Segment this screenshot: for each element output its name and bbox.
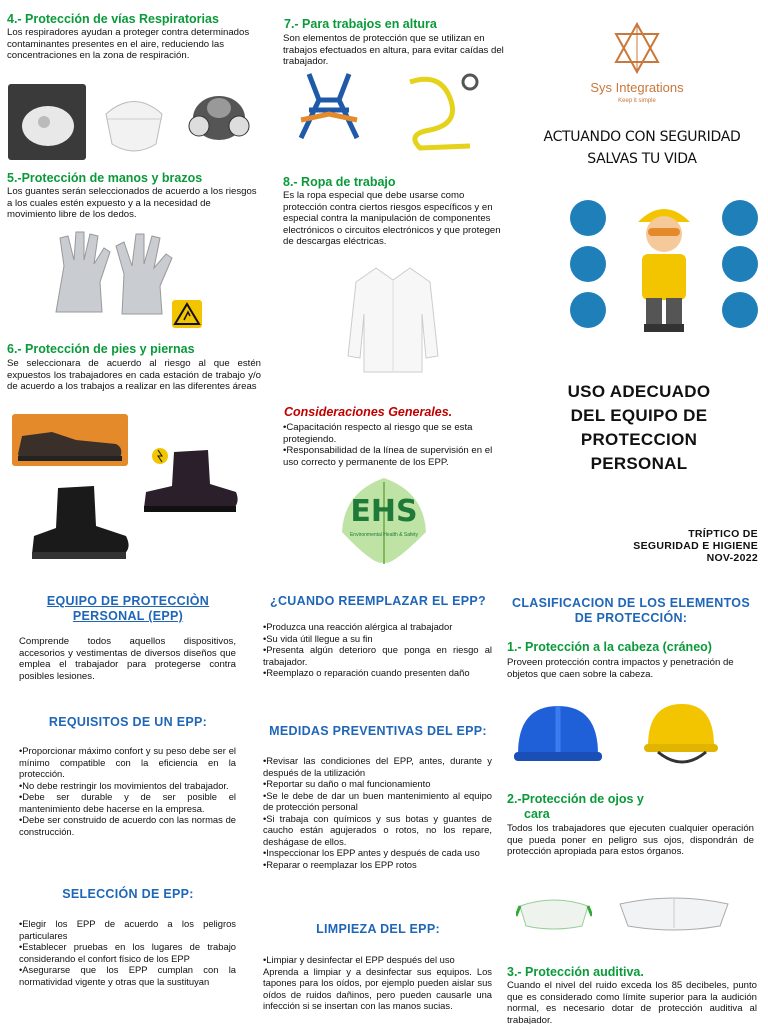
medidas-list (263, 755, 492, 870)
section-2-title-line-2: cara (524, 807, 550, 821)
safety-shoe-photo (12, 414, 128, 466)
seleccion-item: •Establecer pruebas en los lugares de trabajo considerando el confort físico de los EPP (19, 941, 236, 964)
cuando-reemplazar-list (263, 621, 492, 679)
ehs-logo-text: EHS (350, 494, 418, 529)
triptico-line-2: SEGURIDAD E HIGIENE (633, 540, 758, 552)
limpieza-list (263, 954, 492, 1024)
sys-integrations-logo-name: Sys Integrations (590, 80, 684, 95)
triptico-date: NOV-2022 (706, 552, 758, 564)
black-work-boot-photo (28, 482, 136, 564)
slogan-line-1: ACTUANDO CON SEGURIDAD (543, 129, 741, 145)
requisitos-title: REQUISITOS DE UN EPP: (48, 715, 208, 729)
main-title-line-3: PROTECCION (580, 430, 698, 449)
main-title-line-1: USO ADECUADO (567, 382, 711, 401)
requisitos-item: •No debe restringir los movimientos del trabajador. (19, 779, 229, 791)
limpieza-item: Aprenda a limpiar y a desinfectar sus equipos. Los tapones para los oídos, por ejemplo pueden aislar sus oídos de ruidos dañinos, pero pueden causarle una infección si se insertan con las manos sucias. (263, 965, 492, 1011)
ehs-logo-sub: Environmental Health & Safety (349, 532, 419, 538)
safety-boot-photo (138, 440, 242, 520)
medidas-title: MEDIDAS PREVENTIVAS DEL EPP: (269, 724, 487, 738)
lab-coat-photo (346, 264, 440, 376)
seleccion-list (19, 918, 236, 987)
medidas-item: •Si trabaja con químicos y sus botas y guantes de caucho están agujerados o rotos, no los repare, deshágase de ellos. (263, 812, 492, 847)
yellow-hard-hat-photo (642, 698, 720, 776)
section-6-text: Se seleccionara de acuerdo al riesgo al que estén expuestos los trabajadores en cada estación de trabajo y/o de acuerdo a los trabajos a realizar en las diferentes áreas (7, 358, 261, 393)
medidas-item: •Se le debe de dar un buen mantenimiento al equipo de protección personal (263, 789, 492, 812)
clasificacion-title-line-1: CLASIFICACION DE LOS ELEMENTOS (512, 596, 750, 610)
epp-definition-text: Comprende todos aquellos dispositivos, accesorios y vestimentas de diversos diseños que emplea el trabajador para protegerse contra posibles lesiones. (19, 636, 236, 682)
medidas-item: •Revisar las condiciones del EPP, antes, durante y después de la utilización (263, 755, 492, 778)
section-1-title: 1.- Protección a la cabeza (cráneo) (507, 640, 712, 654)
section-4-title: 4.- Protección de vías Respiratorias (7, 12, 219, 26)
section-8-title: 8.- Ropa de trabajo (283, 175, 396, 189)
clasificacion-title-line-2: DE PROTECCIÓN: (574, 611, 688, 625)
main-title-line-2: DEL EQUIPO DE (570, 406, 708, 425)
requisitos-item: •Debe ser construido de acuerdo con las normas de construcción. (19, 814, 236, 837)
respirator-photo (8, 84, 86, 160)
section-3-text: Cuando el nivel del ruido exceda los 85 decibeles, punto que es considerado como límite superior para la audición normal, es necesario dotar de protección auditiva al trabajador. (507, 980, 757, 1024)
requisitos-item: •Proporcionar máximo confort y su peso debe ser el mínimo compatible con la eficiencia en la protección. (19, 745, 236, 779)
safety-glasses-green-photo (516, 886, 592, 938)
consideraciones-title: Consideraciones Generales. (284, 405, 453, 419)
n95-mask-photo (96, 84, 172, 160)
safety-glasses-clear-photo (612, 890, 736, 936)
medidas-item: •Reparar o reemplazar los EPP rotos (263, 858, 417, 870)
main-title-line-4: PERSONAL (590, 454, 688, 473)
consideraciones-item: •Capacitación respecto al riesgo que se esta protegiendo. (283, 422, 473, 445)
ppe-worker-illustration (566, 192, 762, 336)
cuando-item: •Presenta algún deterioro que ponga en riesgo al trabajador. (263, 644, 492, 667)
limpieza-item: •Limpiar y desinfectar el EPP después del uso (263, 954, 455, 965)
section-7-title: 7.- Para trabajos en altura (284, 17, 437, 31)
section-2-title-line-1: 2.-Protección de ojos y (507, 792, 644, 806)
requisitos-item: •Debe ser durable y de ser posible el mantenimiento debe hacerse en la empresa. (19, 791, 236, 814)
slogan-line-2: SALVAS TU VIDA (587, 151, 697, 167)
section-6-title: 6.- Protección de pies y piernas (7, 342, 195, 356)
lanyard-photo (400, 68, 484, 156)
seleccion-item: •Asegurarse que los EPP cumplan con la normatividad vigente y otras que la sustituyan (19, 964, 236, 987)
section-3-title: 3.- Protección auditiva. (507, 965, 644, 979)
blue-hard-hat-photo (512, 698, 604, 772)
section-2-text: Todos los trabajadores que ejecuten cualquier operación que pueda poner en peligro sus ojos, dispondrán de protección apropiada para estos órganos. (507, 823, 754, 858)
section-8-text: Es la ropa especial que debe usarse como protección contra ciertos riesgos específicos y en especial contra la manipulación de componentes electrónicos o circuitos electrónicos y que protegen de descargas eléctricas. (283, 190, 501, 248)
consideraciones-list (283, 422, 507, 468)
triptico-line-1: TRÍPTICO DE (688, 528, 758, 540)
section-7-text: Son elementos de protección que se utilizan en trabajos efectuados en altura, para evitar caídas del trabajador. (283, 33, 504, 68)
cuando-item: •Produzca una reacción alérgica al trabajador (263, 621, 453, 632)
half-face-respirator-photo (183, 84, 255, 150)
safety-harness-photo (279, 70, 379, 144)
seleccion-title: SELECCIÓN DE EPP: (62, 887, 194, 901)
epp-title-line-2: PERSONAL (EPP) (72, 609, 184, 623)
section-5-title: 5.-Protección de manos y brazos (7, 171, 203, 185)
epp-title-line-1: EQUIPO DE PROTECCIÒN (46, 594, 210, 608)
medidas-item: •Reportar su daño o mal funcionamiento (263, 778, 431, 789)
section-5-text: Los guantes serán seleccionados de acuerdo a los riesgos a los cuales estén expuesto y a la necesidad de movimiento libre de los dedos. (7, 186, 257, 221)
seleccion-item: •Elegir los EPP de acuerdo a los peligros particulares (19, 918, 236, 941)
limpieza-title: LIMPIEZA DEL EPP: (316, 922, 440, 936)
cuando-reemplazar-title: ¿CUANDO REEMPLAZAR EL EPP? (270, 594, 486, 608)
section-1-text: Proveen protección contra impactos y penetración de objetos que caen sobre la cabeza. (507, 657, 734, 680)
cuando-item: •Reemplazo o reparación cuando presenten daño (263, 667, 470, 678)
ehs-logo (330, 472, 438, 568)
requisitos-list (19, 745, 236, 837)
cuando-item: •Su vida útil llegue a su fin (263, 632, 373, 644)
medidas-item: •Inspeccionar los EPP antes y después de cada uso (263, 847, 480, 858)
sys-integrations-logo-icon (612, 22, 662, 74)
sys-integrations-logo-tagline: Keep it simple (618, 98, 656, 104)
consideraciones-item: •Responsabilidad de la línea de supervisión en el uso correcto y permanente de los EPP. (283, 445, 493, 468)
esd-warning-icon (172, 300, 202, 328)
section-4-text: Los respiradores ayudan a proteger contra determinados contaminantes presentes en el aire, reduciendo las concentraciones en la zona de respiración. (7, 27, 250, 62)
